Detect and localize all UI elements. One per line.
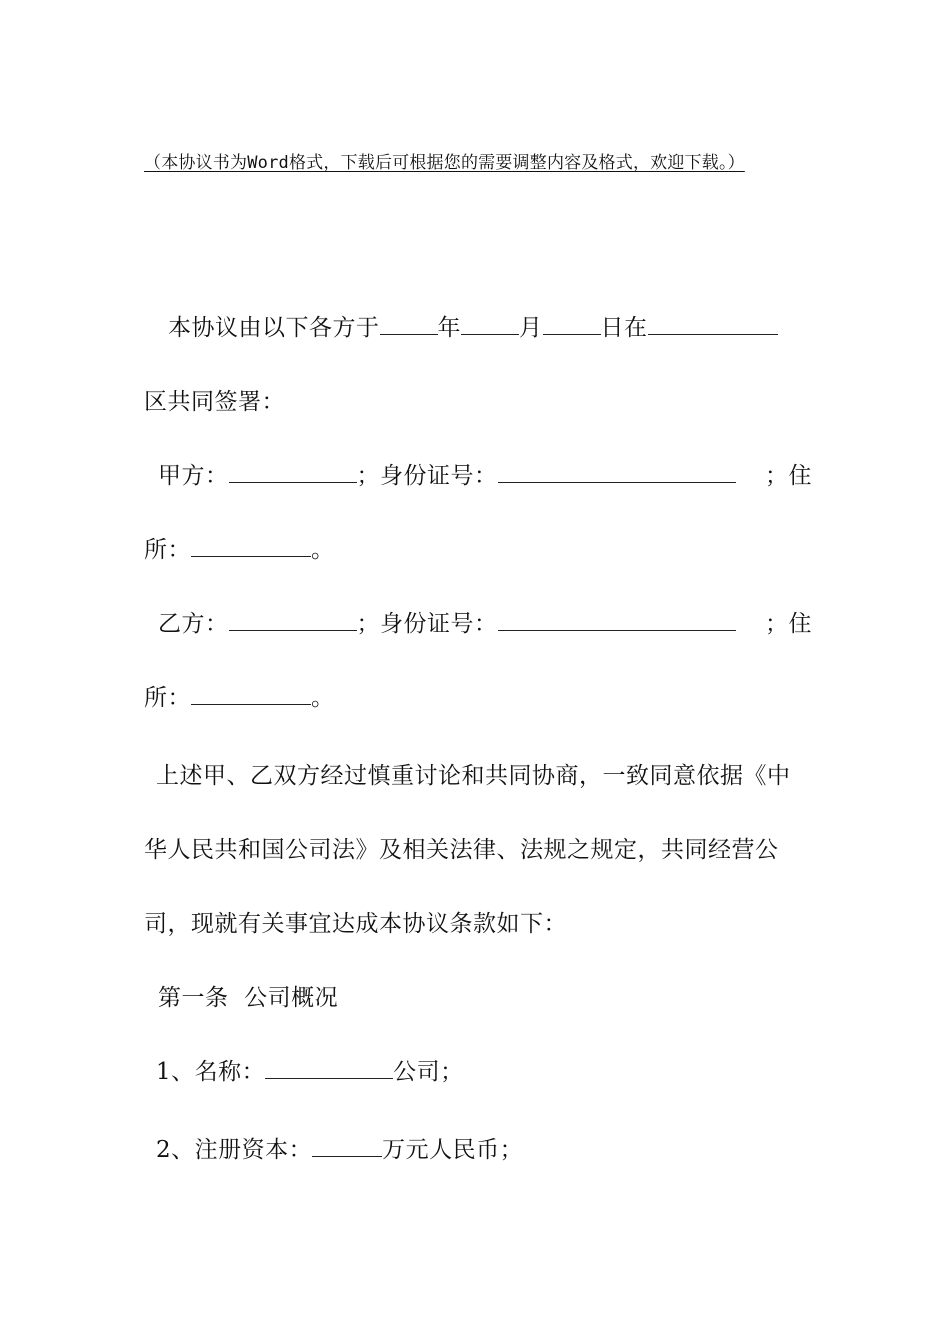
registered-capital-label: 2、注册资本： xyxy=(156,1137,313,1163)
party-b-address-blank[interactable] xyxy=(191,684,311,705)
day-blank[interactable] xyxy=(543,314,601,335)
company-name-suffix: 公司； xyxy=(393,1059,464,1085)
article-1-title: 第一条 公司概况 xyxy=(158,985,339,1011)
day-label: 日在 xyxy=(600,315,648,341)
party-b-address-tail: ；住 xyxy=(765,611,812,637)
agreement-paragraph-line-2: 华人民共和国公司法》及相关法律、法规之规定，共同经营公 xyxy=(144,837,779,863)
agreement-paragraph-line-3: 司，现就有关事宜达成本协议条款如下： xyxy=(144,911,567,937)
party-a-address-blank[interactable] xyxy=(191,536,311,557)
party-a-label: 甲方： xyxy=(158,463,229,489)
intro-line-2: 区共同签署： xyxy=(144,389,285,415)
party-b-name-blank[interactable] xyxy=(229,610,357,631)
party-b-end: 。 xyxy=(311,685,335,711)
company-name-blank[interactable] xyxy=(265,1058,393,1079)
party-b-id-label: ；身份证号： xyxy=(356,611,498,637)
party-a-id-label: ；身份证号： xyxy=(356,463,498,489)
company-name-label: 1、名称： xyxy=(156,1059,266,1085)
party-a-address-label: 所： xyxy=(144,537,191,563)
registered-capital-blank[interactable] xyxy=(312,1136,382,1157)
article-1-item-1 xyxy=(144,1056,812,1088)
year-blank[interactable] xyxy=(380,314,438,335)
party-a-address-line xyxy=(144,534,812,566)
party-a-name-blank[interactable] xyxy=(229,462,357,483)
download-note: （本协议书为Word格式，下载后可根据您的需要调整内容及格式，欢迎下载。） xyxy=(144,153,745,173)
party-b-line xyxy=(144,608,812,640)
intro-line-1 xyxy=(144,312,812,344)
registered-capital-suffix: 万元人民币； xyxy=(382,1137,524,1163)
party-a-line xyxy=(144,460,812,492)
intro-text-date-prefix: 本协议由以下各方于 xyxy=(168,315,380,341)
party-b-address-line xyxy=(144,682,812,714)
agreement-paragraph-line-1: 上述甲、乙双方经过慎重讨论和共同协商，一致同意依据《中 xyxy=(156,763,791,789)
month-label: 月 xyxy=(519,315,543,341)
party-a-id-blank[interactable] xyxy=(498,462,736,483)
year-label: 年 xyxy=(437,315,461,341)
party-a-address-tail: ；住 xyxy=(765,463,812,489)
party-b-label: 乙方： xyxy=(158,611,229,637)
party-a-end: 。 xyxy=(311,537,335,563)
party-b-address-label: 所： xyxy=(144,685,191,711)
place-blank[interactable] xyxy=(648,314,778,335)
article-1-item-2 xyxy=(144,1134,812,1166)
party-b-id-blank[interactable] xyxy=(498,610,736,631)
month-blank[interactable] xyxy=(461,314,519,335)
